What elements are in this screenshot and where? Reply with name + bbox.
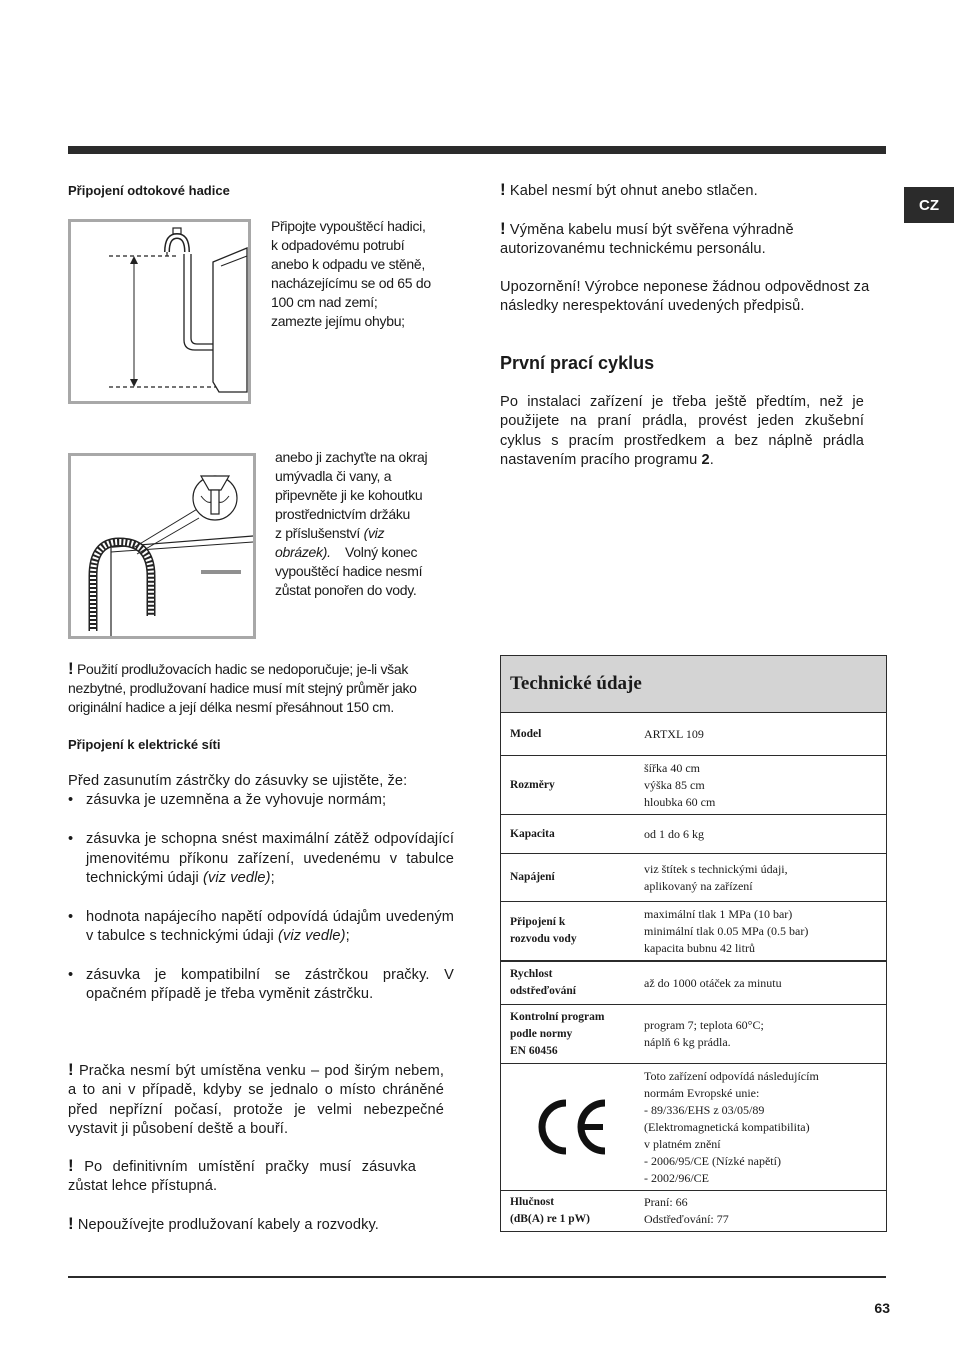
table-row: [501, 1064, 886, 1191]
warning-extension: [68, 1214, 454, 1235]
text-line: 100 cm nad zemí;: [271, 294, 378, 310]
key-line: Rozměry: [510, 778, 555, 791]
row-value: [644, 760, 886, 811]
key-line: Připojení k: [510, 916, 566, 928]
value-line: výška 85 cm: [644, 777, 705, 792]
text-line: prostřednictvím držáku: [275, 506, 411, 522]
drain-wall-illustration: [68, 219, 251, 404]
manufacturer-notice: Upozornění! Výrobce neponese žádnou odpovědnost za následky nerespektování uvedených předpisů.: [500, 279, 870, 315]
value-line: - 89/336/EHS z 03/05/89: [644, 1102, 765, 1117]
table-row: [501, 756, 886, 815]
row-value: [644, 861, 886, 895]
value-line: šířka 40 cm: [644, 760, 700, 775]
text-line: anebo k odpadu ve stěně,: [271, 256, 425, 272]
key-line: Rychlost: [510, 968, 553, 980]
value-line: Toto zařízení odpovídá následujícím: [644, 1068, 819, 1083]
row-key: [501, 1097, 644, 1157]
text-span: z příslušenství: [275, 525, 360, 541]
table-row: [501, 815, 886, 854]
warning-access: [68, 1156, 416, 1197]
key-line: Hlučnost: [510, 1196, 555, 1208]
key-line: Kontrolní program: [510, 1010, 605, 1023]
extension-note: [68, 659, 468, 717]
drain-sink-illustration: [68, 453, 256, 639]
text-span: hodnota napájecího napětí odpovídá údajům uvedeným v tabulce s technickými údaji: [86, 908, 454, 945]
text-span: zásuvka je schopna snést maximální zátěž odpovídající jmenovitému příkonu zařízení, uvedenému v tabulce technickými údaji: [86, 831, 454, 887]
warning-icon: !: [68, 1060, 74, 1079]
text-span: Použití prodlužovacích hadic se nedoporučuje; je-li však: [76, 661, 409, 677]
text-span: Kabel nesmí být ohnut anebo stlačen.: [509, 183, 758, 199]
key-line: odstřeďování: [510, 985, 576, 997]
table-row: [501, 854, 886, 902]
electric-heading: Připojení k elektrické síti: [68, 737, 221, 752]
key-line: rozvodu vody: [510, 933, 577, 945]
key-line: (dB(A) re 1 pW): [510, 1213, 590, 1225]
row-key: [501, 914, 644, 948]
electric-checklist: [68, 791, 454, 1004]
list-item: • zásuvka je kompatibilní se zástrčkou pračky. V opačném případě je třeba vyměnit zástrčku.: [68, 966, 454, 1005]
italic-ref: obrázek).: [275, 544, 331, 560]
table-row: [501, 962, 886, 1005]
value-line: program 7; teplota 60°C;: [644, 1018, 764, 1032]
value-line: ARTXL 109: [644, 726, 704, 741]
italic-ref: (viz: [363, 525, 385, 541]
list-item: • hodnota napájecího napětí odpovídá údajům uvedeným v tabulce s technickými údaji (viz vedle);: [68, 908, 454, 947]
page-number: 63: [874, 1300, 890, 1316]
top-bar: [68, 146, 886, 154]
key-line: EN 60456: [510, 1044, 558, 1057]
row-value: [644, 1017, 886, 1051]
row-key: [501, 966, 644, 1000]
key-line: podle normy: [510, 1027, 573, 1040]
value-line: - 2002/96/CE: [644, 1170, 709, 1185]
text-span: Nepoužívejte prodlužovaní kabely a rozvodky.: [77, 1217, 379, 1233]
italic-ref: (viz vedle): [202, 870, 271, 887]
value-line: minimální tlak 0.05 MPa (0.5 bar): [644, 923, 809, 938]
value-line: náplň 6 kg prádla.: [644, 1035, 731, 1049]
row-key: [501, 826, 644, 843]
text-line: anebo ji zachyťte na okraj: [275, 449, 428, 465]
value-line: hloubka 60 cm: [644, 794, 716, 809]
warning-icon: !: [500, 219, 506, 238]
row-key: [501, 1194, 644, 1228]
value-line: Praní: 66: [644, 1195, 688, 1209]
warning-outdoor: [68, 1060, 444, 1140]
row-value: [644, 826, 886, 843]
text-line: vypouštěcí hadice nesmí: [275, 563, 423, 579]
drain-text-1: [271, 217, 461, 331]
italic-ref: (viz vedle): [278, 928, 346, 945]
text-line: Připojte vypouštěcí hadici,: [271, 218, 426, 234]
text-line: zamezte jejímu ohybu;: [271, 313, 405, 329]
row-value: [644, 906, 886, 957]
table-row: [501, 1005, 886, 1064]
row-value: [644, 1068, 886, 1187]
row-value: [644, 726, 886, 743]
text-line: originální hadice a její délka nesmí přesáhnout 150 cm.: [68, 699, 394, 715]
first-cycle-heading: První prací cyklus: [500, 353, 655, 373]
row-key: [501, 1009, 644, 1060]
text-line: připevněte ji ke kohoutku: [275, 487, 423, 503]
value-line: - 2006/95/CE (Nízké napětí): [644, 1153, 781, 1168]
key-line: Kapacita: [510, 827, 555, 840]
text-line: nacházejícímu se od 65 do: [271, 275, 431, 291]
value-line: Odstřeďování: 77: [644, 1212, 729, 1226]
warning-cable-1: [500, 180, 886, 201]
warning-icon: !: [68, 1214, 74, 1233]
text-line: umývadla či vany, a: [275, 468, 392, 484]
table-row: [501, 713, 886, 756]
text-span: Volný konec: [345, 544, 418, 560]
list-item: • zásuvka je uzemněna a že vyhovuje normám;: [68, 791, 454, 810]
drain-text-2: [275, 448, 465, 600]
warning-icon: !: [68, 659, 74, 678]
electric-section: [68, 772, 454, 1005]
table-row: [501, 902, 886, 962]
text-line: k odpadovému potrubí: [271, 237, 405, 253]
tech-specs-title: Technické údaje: [501, 656, 886, 713]
row-key: [501, 869, 644, 886]
text-span: Výměna kabelu musí být svěřena výhradně autorizovanému technickému personálu.: [500, 222, 794, 258]
text-span: Pračka nesmí být umístěna venku – pod širým nebem, a to ani v případě, kdyby se jednalo o místo chráněné před nepřízní počasí, protože je velmi nebezpečné vystavit ji působení deště a bouří.: [68, 1063, 445, 1138]
table-row: [501, 1191, 886, 1231]
value-line: od 1 do 6 kg: [644, 826, 704, 841]
value-line: až do 1000 otáček za minutu: [644, 975, 782, 990]
hose-wall-icon: [71, 222, 248, 401]
value-line: kapacita bubnu 42 litrů: [644, 940, 755, 955]
hose-sink-icon: [71, 456, 253, 636]
text-line: [275, 543, 465, 562]
first-cycle-text: Po instalaci zařízení je třeba ještě předtím, než je použijete na praní prádla, provést jeden zkušební cyklus s pracím prostředkem a bez náplně prádla nastavením pracího programu 2.: [500, 394, 864, 469]
warning-icon: !: [500, 180, 506, 199]
value-line: viz štítek s technickými údaji,: [644, 861, 788, 876]
bottom-rule: [68, 1276, 886, 1278]
row-key: [501, 726, 644, 743]
program-number: 2: [701, 452, 710, 469]
warning-icon: !: [68, 1156, 74, 1175]
text-line: [68, 659, 468, 679]
warning-cable-2: [500, 219, 840, 260]
list-item: • zásuvka je schopna snést maximální zátěž odpovídající jmenovitému příkonu zařízení, uvedenému v tabulce technickými údaji (viz vedle);: [68, 830, 454, 888]
row-value: [644, 975, 886, 992]
electric-intro: Před zasunutím zástrčky do zásuvky se ujistěte, že:: [68, 773, 408, 789]
value-line: normám Evropské unie:: [644, 1085, 760, 1100]
value-line: (Elektromagnetická kompatibilita): [644, 1119, 810, 1134]
text-span: Po instalaci zařízení je třeba ještě předtím, než je použijete na praní prádla, provést jeden zkušební cyklus s pracím prostředkem a bez náplně prádla nastavením pracího programu: [500, 394, 864, 469]
text-line: nezbytné, prodlužovaní hadice musí mít stejný průměr jako: [68, 680, 417, 696]
key-line: Napájení: [510, 871, 555, 883]
text-line: [275, 524, 465, 543]
ce-mark-icon: [533, 1097, 613, 1157]
key-line: Model: [510, 727, 542, 740]
row-key: [501, 777, 644, 794]
value-line: aplikovaný na zařízení: [644, 878, 753, 893]
text-line: zůstat ponořen do vody.: [275, 582, 417, 598]
text-span: Po definitivním umístění pračky musí zásuvka zůstat lehce přístupná.: [68, 1159, 417, 1195]
drain-heading: Připojení odtokové hadice: [68, 183, 230, 198]
value-line: maximální tlak 1 MPa (10 bar): [644, 906, 793, 921]
tech-specs-table: [500, 655, 887, 1232]
value-line: v platném znění: [644, 1136, 721, 1151]
row-value: [644, 1194, 886, 1228]
language-tab: CZ: [904, 187, 954, 223]
